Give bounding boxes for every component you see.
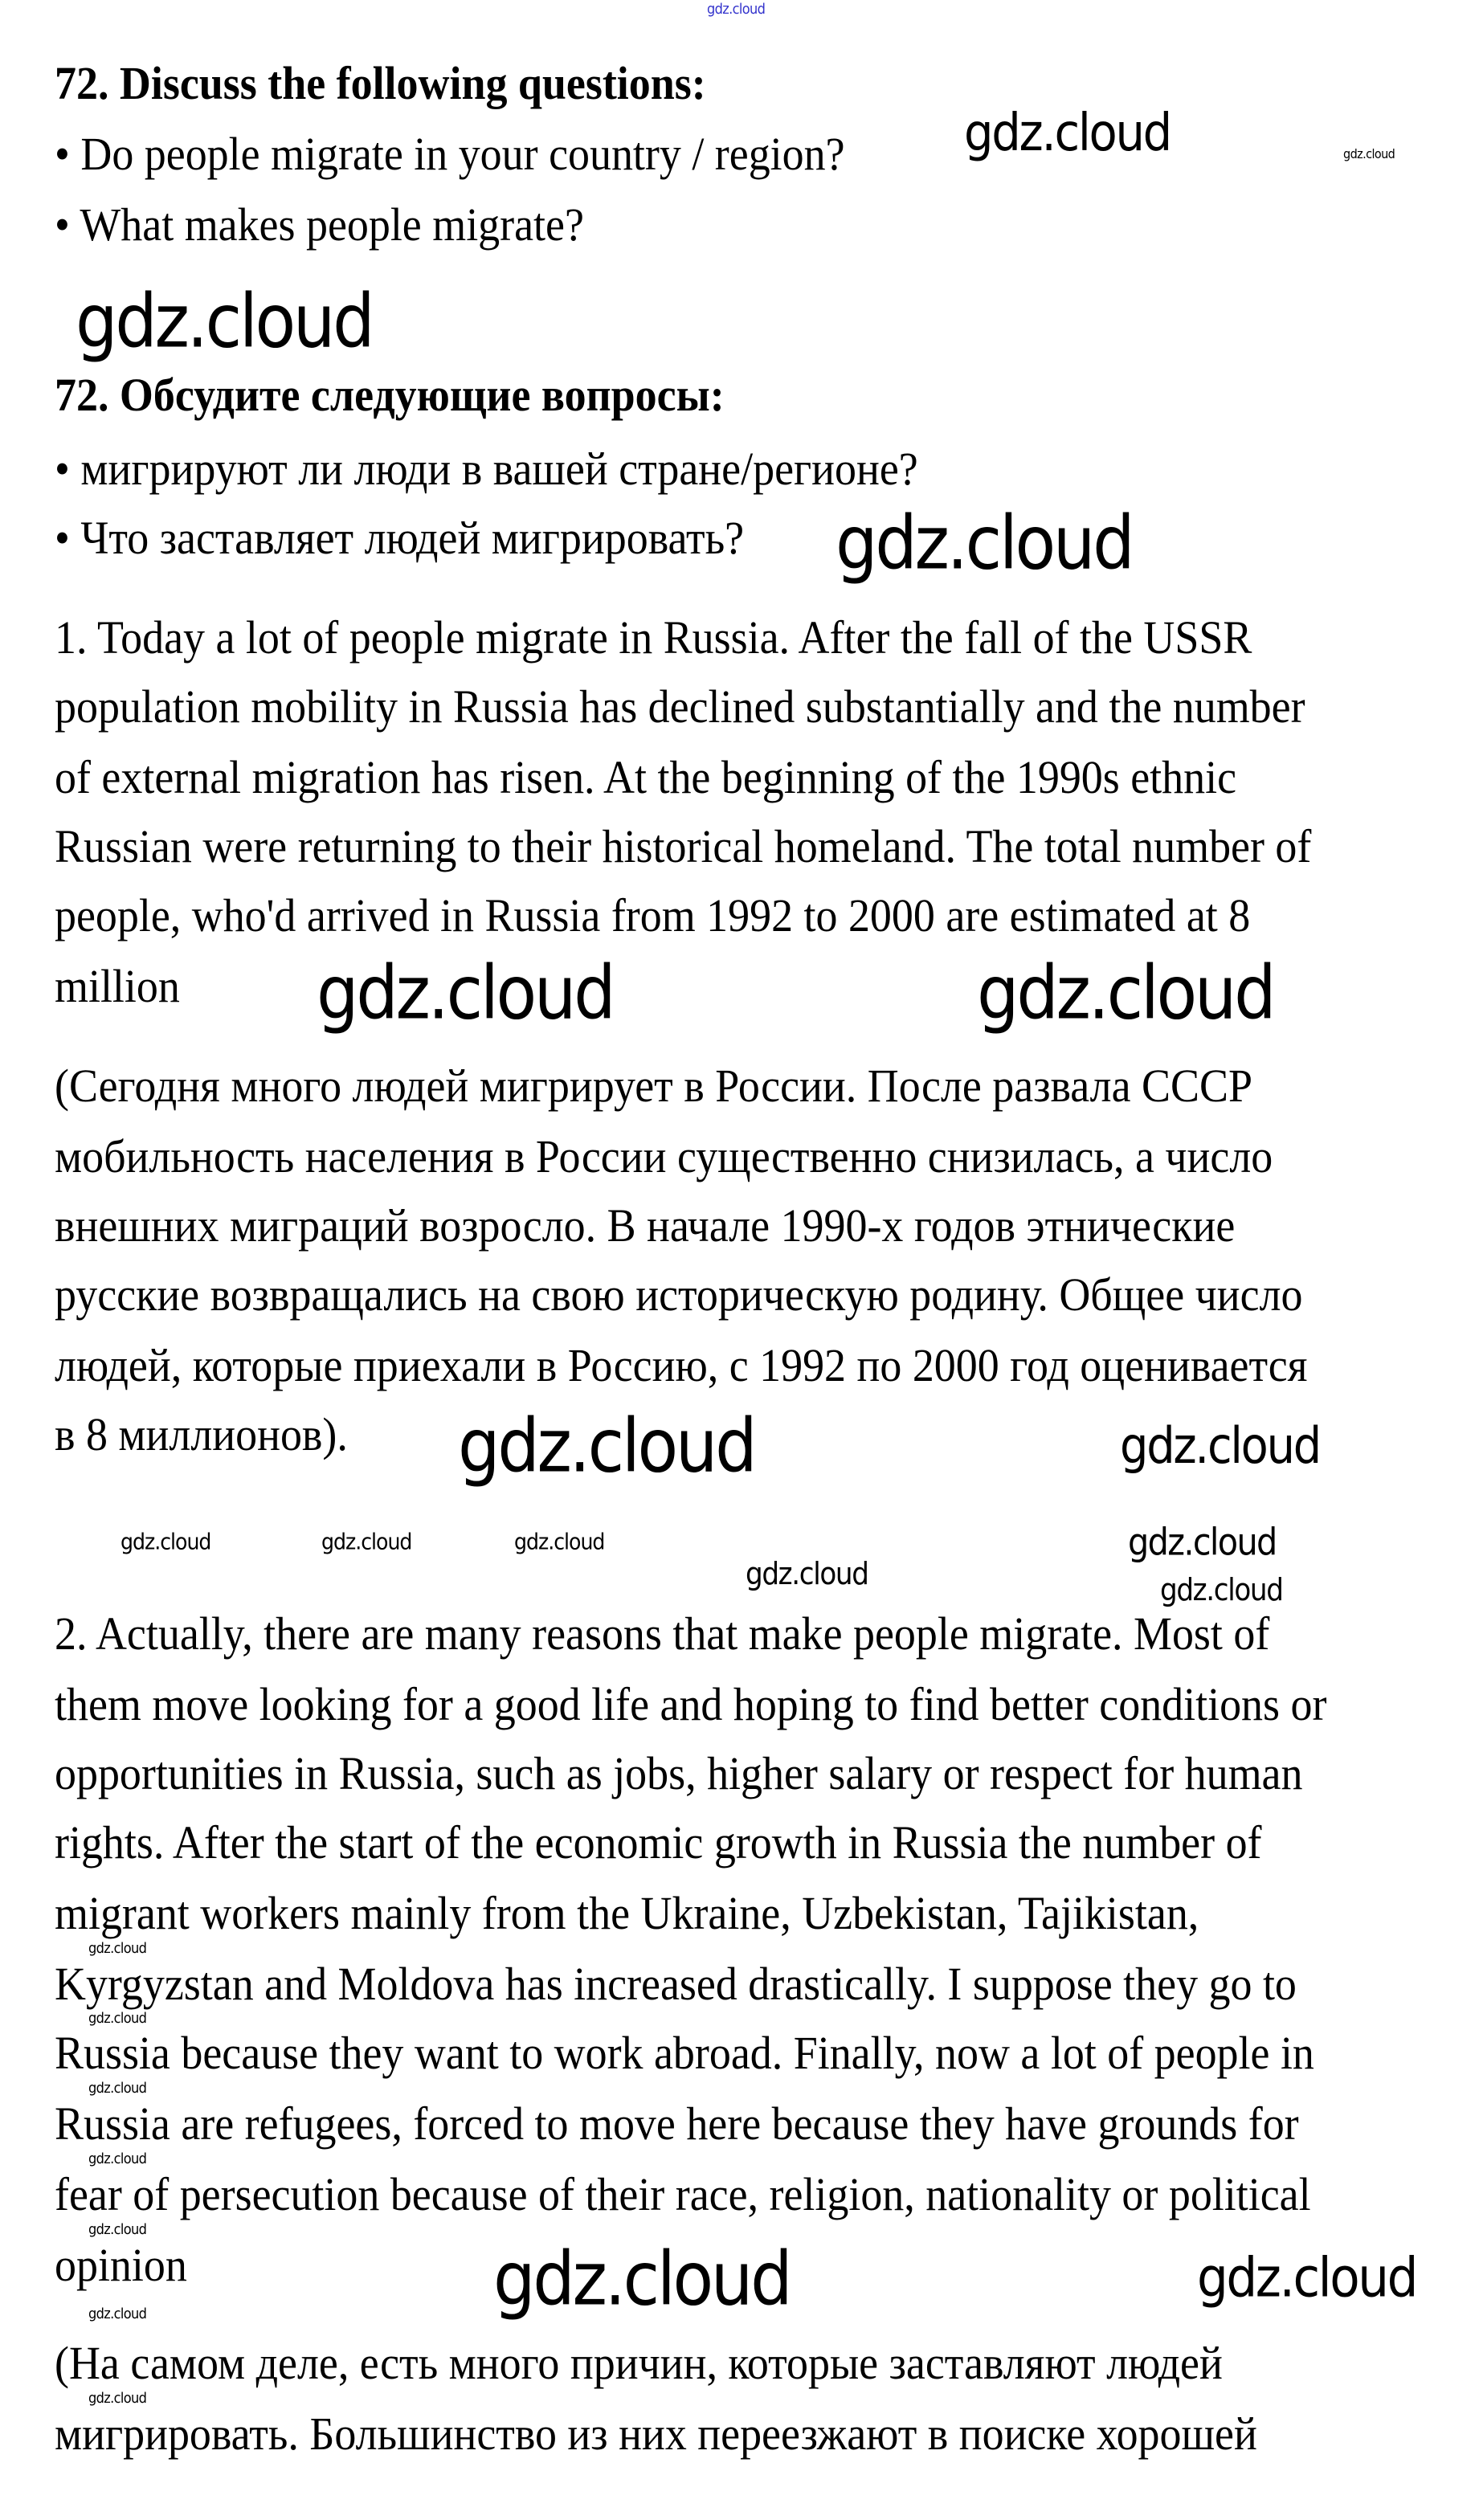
paragraph-line: opportunities in Russia, such as jobs, higher salary or respect for human [55,1747,1303,1799]
watermark-text: gdz.cloud [88,2080,147,2097]
paragraph-line: (Сегодня много людей мигрирует в России. После развала СССР [55,1060,1252,1112]
watermark-text: gdz.cloud [458,1403,755,1489]
task-bullet-ru: • Что заставляет людей мигрировать? [55,512,745,564]
paragraph-line: population mobility in Russia has declined substantially and the number [55,680,1305,733]
watermark-text: gdz.cloud [321,1528,412,1555]
paragraph-line: мобильность населения в России существенно снизилась, а число [55,1130,1273,1182]
watermark-text: gdz.cloud [88,2010,147,2028]
watermark-text: gdz.cloud [88,1940,147,1958]
paragraph-line: of external migration has risen. At the beginning of the 1990s ethnic [55,751,1237,803]
paragraph-line: opinion [55,2239,187,2291]
watermark-text: gdz.cloud [121,1528,211,1555]
paragraph-line: fear of persecution because of their race, religion, nationality or political [55,2168,1311,2220]
paragraph-line: людей, которые приехали в Россию, с 1992 по 2000 год оценивается [55,1339,1308,1391]
watermark-text: gdz.cloud [88,2306,147,2323]
task-title-ru: 72. Обсудите следующие вопросы: [55,369,725,421]
paragraph-line: Kyrgyzstan and Moldova has increased drastically. I suppose they go to [55,1958,1297,2010]
watermark-text: gdz.cloud [88,2150,147,2168]
paragraph-line: 1. Today a lot of people migrate in Russia. After the fall of the USSR [55,611,1252,664]
paragraph-line: 2. Actually, there are many reasons that make people migrate. Most of [55,1607,1270,1660]
watermark-text: gdz.cloud [88,2221,147,2239]
watermark-text: gdz.cloud [1197,2246,1416,2310]
paragraph-line: Russian were returning to their historical homeland. The total number of [55,820,1312,872]
paragraph-line: мигрировать. Большинство из них переезжают в поиске хорошей [55,2408,1257,2460]
watermark-text: gdz.cloud [977,950,1274,1036]
paragraph-line: Russia because they want to work abroad. Finally, now a lot of people in [55,2027,1314,2079]
paragraph-line: million [55,960,180,1012]
watermark-text: gdz.cloud [964,103,1171,163]
task-title-en: 72. Discuss the following questions: [55,57,706,109]
paragraph-line: migrant workers mainly from the Ukraine, Uzbekistan, Tajikistan, [55,1887,1199,1939]
watermark-text: gdz.cloud [514,1528,605,1555]
paragraph-line: (На самом деле, есть много причин, которые заставляют людей [55,2337,1223,2389]
watermark-text: gdz.cloud [707,1,766,18]
watermark-text: gdz.cloud [1128,1520,1277,1564]
watermark-text: gdz.cloud [76,278,373,365]
paragraph-line: русские возвращались на свою историческую родину. Общее число [55,1268,1303,1321]
paragraph-line: в 8 миллионов). [55,1408,348,1460]
watermark-text: gdz.cloud [317,950,614,1036]
task-bullet-ru: • мигрируют ли люди в вашей стране/регионе? [55,443,918,495]
watermark-text: gdz.cloud [1120,1415,1320,1475]
watermark-text: gdz.cloud [1343,146,1395,162]
task-bullet-en: • What makes people migrate? [55,198,584,251]
watermark-text: gdz.cloud [836,500,1133,586]
watermark-text: gdz.cloud [493,2236,791,2322]
paragraph-line: them move looking for a good life and hoping to find better conditions or [55,1678,1327,1730]
paragraph-line: people, who'd arrived in Russia from 1992 to 2000 are estimated at 8 [55,889,1251,941]
watermark-text: gdz.cloud [88,2390,147,2408]
task-bullet-en: • Do people migrate in your country / region? [55,128,845,180]
watermark-text: gdz.cloud [1160,1572,1283,1608]
paragraph-line: rights. After the start of the economic growth in Russia the number of [55,1816,1262,1869]
paragraph-line: Russia are refugees, forced to move here because they have grounds for [55,2097,1299,2150]
watermark-text: gdz.cloud [746,1556,868,1592]
paragraph-line: внешних миграций возросло. В начале 1990-х годов этнические [55,1199,1236,1252]
